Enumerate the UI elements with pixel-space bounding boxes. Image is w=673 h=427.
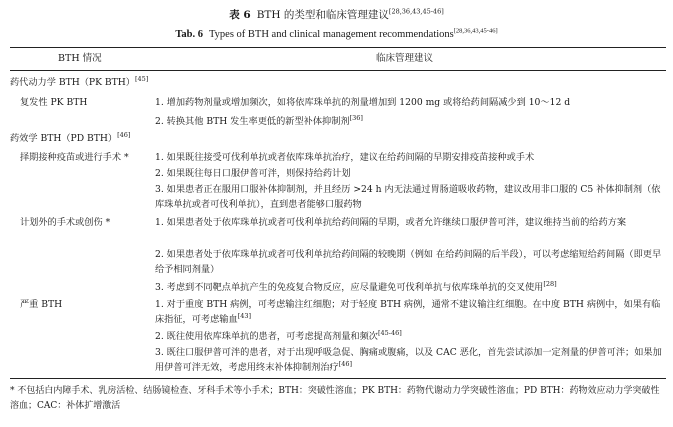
situation-unplanned: 计划外的手术或创伤 * bbox=[20, 217, 111, 228]
table-header-rule bbox=[10, 70, 666, 71]
table-title-cn bbox=[0, 8, 673, 22]
recommendation-item: 2. 既往使用依库珠单抗的患者，可考虑提高剂量和频次[45-46] bbox=[155, 328, 402, 342]
situation-severe: 严重 BTH bbox=[20, 299, 63, 310]
table-top-rule bbox=[10, 47, 666, 48]
recommendation-item: 2. 转换其他 BTH 发生率更低的新型补体抑制剂[36] bbox=[155, 113, 363, 127]
situation-elective: 择期接种疫苗或进行手术 * bbox=[20, 152, 129, 163]
table-number-cn: 表 6 bbox=[229, 9, 251, 21]
recommendation-item: 3. 考虑到不同靶点单抗产生的免疫复合物反应，应尽量避免可伐利单抗与依库珠单抗的交叉使用[28] bbox=[155, 279, 557, 293]
table-bottom-rule bbox=[10, 378, 666, 379]
section-label-pk: 药代动力学 BTH（PK BTH）[45] bbox=[10, 74, 149, 88]
situation-recurrent-pk: 复发性 PK BTH bbox=[20, 97, 88, 108]
recommendation-item: 1. 如果患者处于依库珠单抗或者可伐利单抗给药间隔的早期，或者允许继续口服伊普可泮，建议维持当前的给药方案 bbox=[155, 217, 627, 228]
table-title-en-text: Types of BTH and clinical management recommendations bbox=[208, 29, 454, 40]
recommendation-item: 1. 增加药物剂量或增加频次，如将依库珠单抗的剂量增加到 1200 mg 或将给药间隔减少到 10～12 d bbox=[155, 97, 571, 108]
recommendation-item: 2. 如果患者处于依库珠单抗或者可伐利单抗给药间隔的较晚期（例如 在给药间隔的后半段），可以考虑缩短给药间隔（即更早给予相同剂量） bbox=[155, 249, 662, 275]
recommendation-item: 2. 如果既往每日口服伊普可泮，则保持给药计划 bbox=[155, 168, 351, 179]
section-label-pd: 药效学 BTH（PD BTH）[46] bbox=[10, 130, 131, 144]
table-title-en-refs: [28,36,43,45-46] bbox=[453, 27, 498, 35]
table-title-cn-text: BTH 的类型和临床管理建议 bbox=[256, 9, 389, 21]
column-header-recommendation: 临床管理建议 bbox=[376, 53, 434, 64]
recommendation-item: 1. 如果既往接受可伐利单抗或者依库珠单抗治疗，建议在给药间隔的早期安排疫苗接种或手术 bbox=[155, 152, 535, 163]
table-title-cn-refs: [28,36,43,45-46] bbox=[388, 7, 444, 16]
recommendation-item: 3. 既往口服伊普可泮的患者，对于出现呼吸急促、胸痛或腹痛，以及 CAC 恶化，首先尝试添加一定剂量的伊普可泮；如果加用伊普可泮无效，考虑用终末补体抑制剂治疗[46] bbox=[155, 347, 662, 373]
table-footnote: * 不包括白内障手术、乳房活检、结肠镜检查、牙科手术等小手术；BTH：突破性溶血；PK BTH：药物代谢动力学突破性溶血；PD BTH：药物效应动力学突破性溶血；CAC：补体扩增激活 bbox=[10, 386, 660, 411]
column-header-situation: BTH 情况 bbox=[58, 53, 102, 64]
recommendation-item: 3. 如果患者正在服用口服补体抑制剂，并且经历 >24 h 内无法通过胃肠道吸收药物，建议改用非口服的 C5 补体抑制剂（依库珠单抗或者可伐利单抗），直到患者能够口服药物 bbox=[155, 184, 661, 210]
table-title-en bbox=[0, 28, 673, 42]
recommendation-item: 1. 对于重度 BTH 病例，可考虑输注红细胞；对于轻度 BTH 病例，通常不建议输注红细胞。在中度 BTH 病例中，如果有临床指征，可考虑输血[43] bbox=[155, 299, 661, 325]
table-number-en: Tab. 6 bbox=[175, 29, 203, 40]
